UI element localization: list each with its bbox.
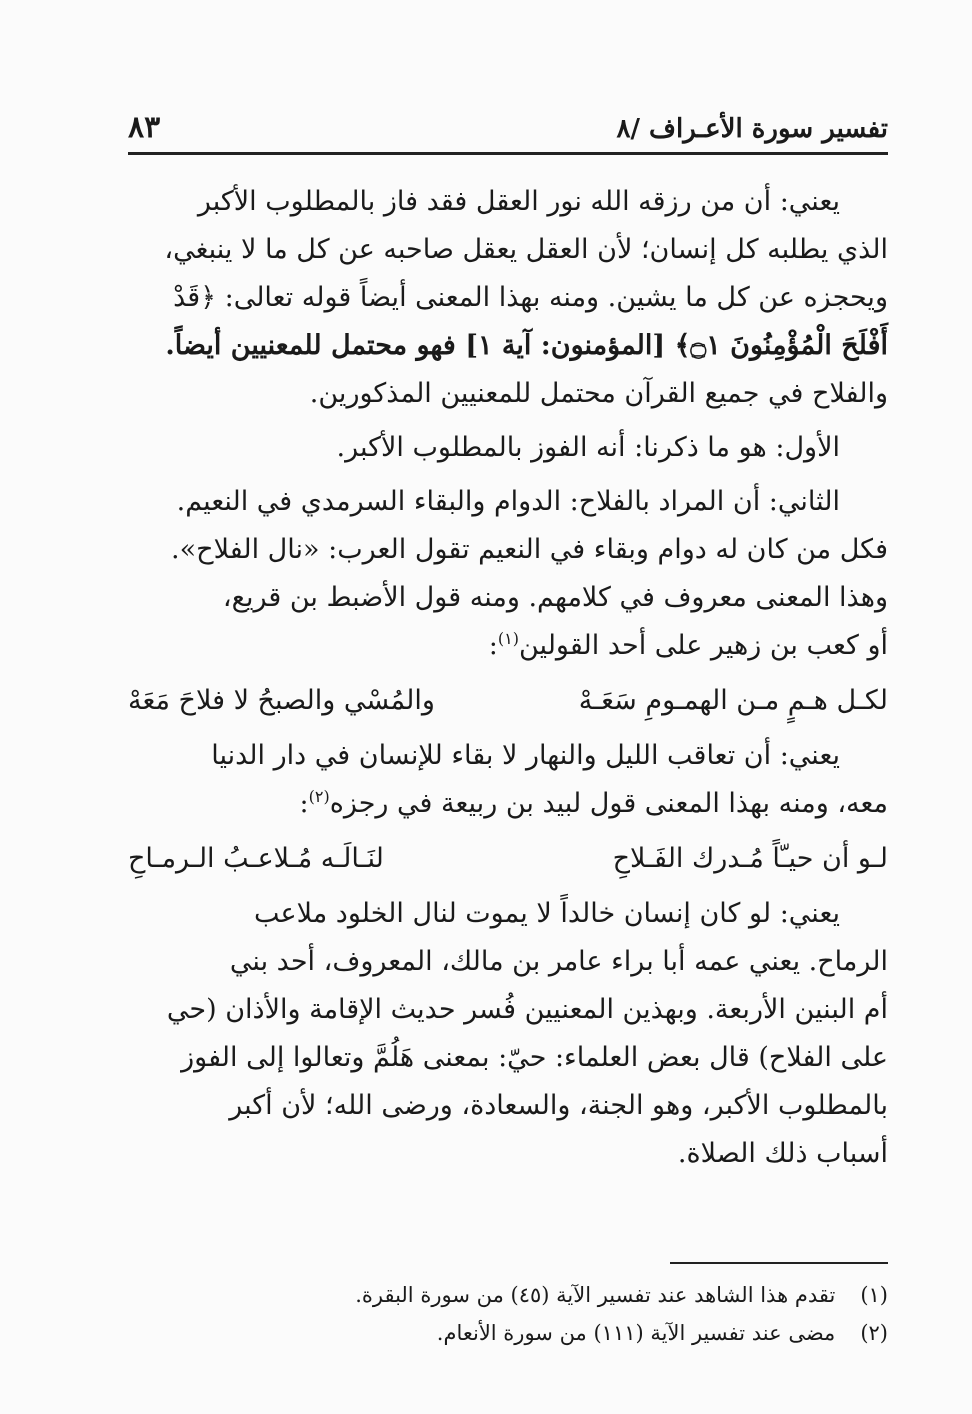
quran-verse-line: أَفْلَحَ الْمُؤْمِنُونَ ۝١﴾ [المؤمنون: آية ١] فهو محتمل للمعنيين أيضاً. xyxy=(165,330,888,361)
footnote-divider xyxy=(670,1262,888,1264)
paragraph-line: وهذا المعنى معروف في كلامهم. ومنه قول الأضبط بن قريع، xyxy=(222,582,888,613)
paragraph-line: الأول: هو ما ذكرنا: أنه الفوز بالمطلوب الأكبر. xyxy=(336,432,840,463)
verse-hemistich-second: لنَـالَـه مُـلاعـبُ الـرمـاحِ xyxy=(128,843,384,874)
footnote-text: تقدم هذا الشاهد عند تفسير الآية (٤٥) من سورة البقرة. xyxy=(355,1283,836,1307)
poetry-verse xyxy=(128,832,888,886)
page-header xyxy=(128,108,888,148)
footnote-ref[interactable]: (١) xyxy=(497,629,519,648)
paragraph-line: أسباب ذلك الصلاة. xyxy=(677,1138,888,1169)
footnotes xyxy=(128,1276,888,1352)
verse-hemistich-second: والمُسْي والصبحُ لا فلاحَ مَعَهْ xyxy=(128,685,435,716)
paragraph-line: أم البنين الأربعة. وبهذين المعنيين فُسر حديث الإقامة والأذان (حي xyxy=(166,994,888,1025)
running-title: تفسير سورة الأعـراف /٨ xyxy=(616,114,888,144)
main-text xyxy=(128,178,888,1178)
paragraph-line: يعني: أن تعاقب الليل والنهار لا بقاء للإنسان في دار الدنيا xyxy=(211,740,840,771)
paragraph-line xyxy=(128,780,888,828)
footnote-ref[interactable]: (٢) xyxy=(308,787,330,806)
paragraph-line: على الفلاح) قال بعض العلماء: حيّ: بمعنى هَلُمَّ وتعالوا إلى الفوز xyxy=(181,1042,888,1073)
paragraph-line: ويحجزه عن كل ما يشين. ومنه بهذا المعنى أيضاً قوله تعالى: ﴿قَدْ xyxy=(173,282,888,313)
paragraph-line: الرماح. يعني عمه أبا براء عامر بن مالك، المعروف، أحد بني xyxy=(229,946,888,977)
footnote-number: (٢) xyxy=(860,1321,888,1345)
page-number: ٨٣ xyxy=(128,110,161,145)
paragraph-text: معه، ومنه بهذا المعنى قول لبيد بن ربيعة في رجزه xyxy=(329,788,888,819)
paragraph-line: الذي يطلبه كل إنسان؛ لأن العقل يعقل صاحبه عن كل ما لا ينبغي، xyxy=(164,234,888,265)
paragraph-text: أو كعب بن زهير على أحد القولين xyxy=(519,630,888,661)
paragraph-line: الثاني: أن المراد بالفلاح: الدوام والبقاء السرمدي في النعيم. xyxy=(176,486,840,517)
footnote-text: مضى عند تفسير الآية (١١١) من سورة الأنعام. xyxy=(436,1321,836,1345)
paragraph-line: فكل من كان له دوام وبقاء في النعيم تقول العرب: «نال الفلاح». xyxy=(171,534,888,565)
verse-hemistich-first: لـو أن حيـّاً مُـدرك الفَـلاحِ xyxy=(612,843,888,874)
paragraph-line: بالمطلوب الأكبر، وهو الجنة، والسعادة، ورضى الله؛ لأن أكبر xyxy=(229,1090,888,1121)
paragraph-line: يعني: لو كان إنسان خالداً لا يموت لنال الخلود ملاعب xyxy=(254,898,840,929)
poetry-verse xyxy=(128,674,888,728)
paragraph-line: والفلاح في جميع القرآن محتمل للمعنيين المذكورين. xyxy=(309,378,888,409)
footnote-number: (١) xyxy=(860,1283,888,1307)
verse-hemistich-first: لكـل هـمٍ مـن الهمـومِ سَعَـهْ xyxy=(578,685,888,716)
paragraph-line xyxy=(128,622,888,670)
colon: : xyxy=(299,788,309,819)
footnote xyxy=(128,1314,888,1352)
paragraph-line: يعني: أن من رزقه الله نور العقل فقد فاز بالمطلوب الأكبر xyxy=(197,186,840,217)
colon: : xyxy=(488,630,498,661)
footnote xyxy=(128,1276,888,1314)
header-divider xyxy=(128,152,888,155)
